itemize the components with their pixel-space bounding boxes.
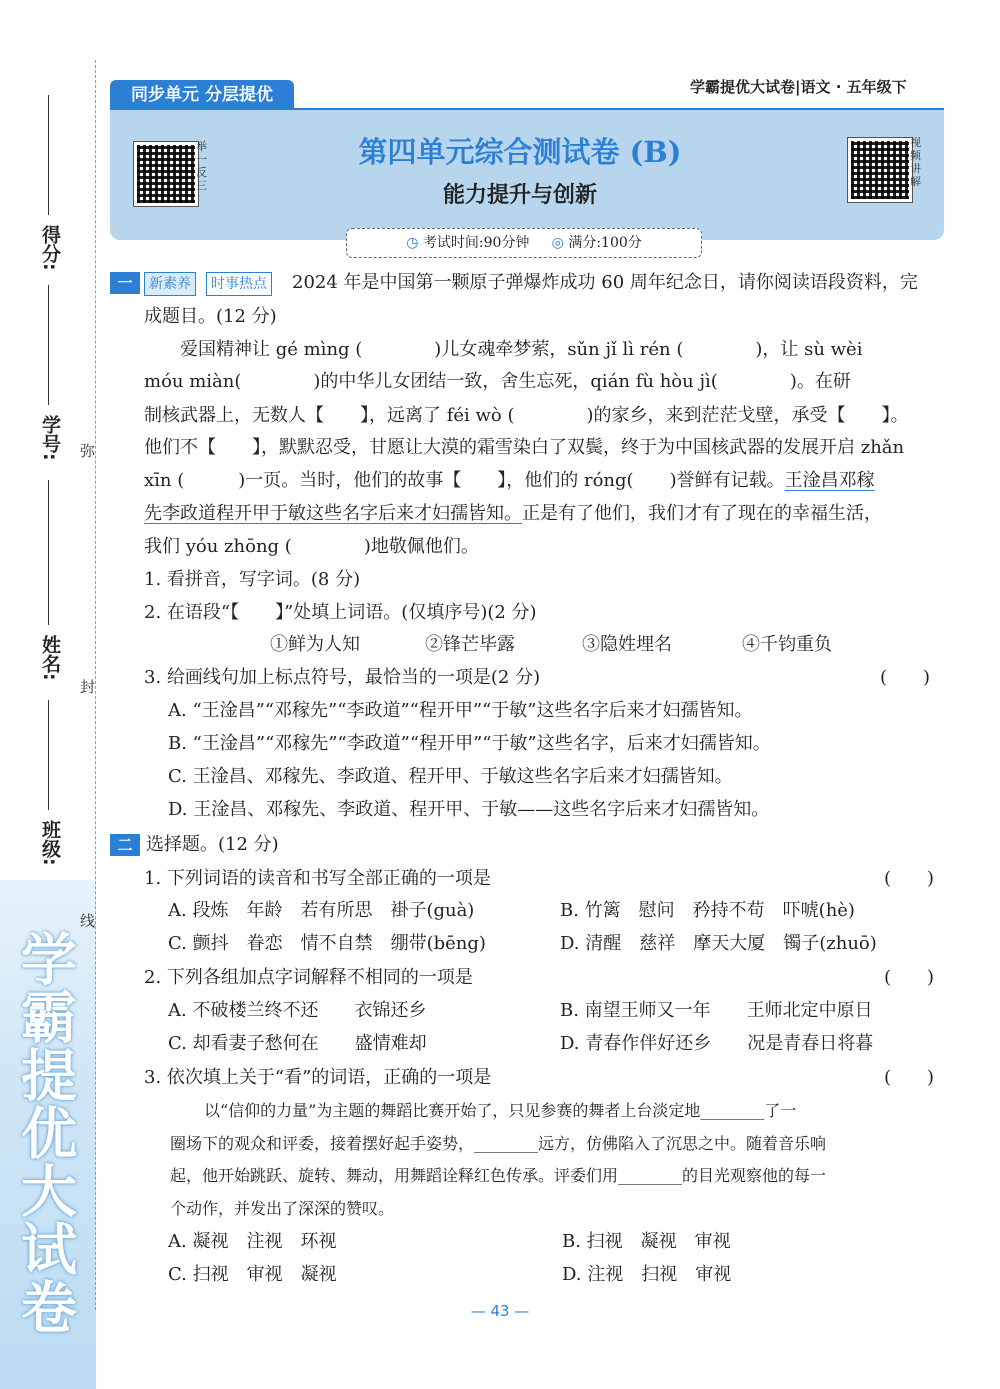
q1-3-option-a[interactable]: A. “王淦昌”“邓稼先”“李政道”“程开甲”“于敏”这些名字后来才妇孺皆知。 [168,700,753,721]
q1-3-option-d[interactable]: D. 王淦昌、邓稼先、李政道、程开甲、于敏——这些名字后来才妇孺皆知。 [168,799,770,820]
name-field-line[interactable] [48,480,49,625]
answer-paren-2-2[interactable]: ( ) [884,967,935,988]
check-icon: ◎ [551,235,564,251]
q2-3-passage-line-2: 圈场下的观众和评委，接着摆好起手姿势，________远方，仿佛陷入了沉思之中。随着音乐响 [170,1134,827,1153]
section-1-intro-cont: 成题目。(12 分) [144,306,277,327]
passage-line-3: 制核武器上，无数人【 】，远离了 féi wò ( )的家乡，来到茫茫戈壁，承受【 】。 [144,405,909,426]
score-field-label: 得分: [39,225,61,271]
badge-current-events: 时事热点 [206,272,272,296]
q2-1-option-a[interactable]: A. 段炼 年龄 若有所思 褂子(guà) [168,900,475,921]
section-1-number: 一 [110,272,140,294]
exam-time: 考试时间:90分钟 [422,235,530,251]
underlined-sentence-end: 先李政道程开甲于敏这些名字后来才妇孺皆知。 [144,503,522,524]
question-2-1: 1. 下列词语的读音和书写全部正确的一项是 [144,868,491,889]
question-1-3: 3. 给画线句加上标点符号，最恰当的一项是(2 分) [144,667,541,688]
question-1-1: 1. 看拼音，写字词。(8 分) [144,569,361,590]
seal-line [95,60,96,1310]
q1-2-option-4[interactable]: ④千钧重负 [742,634,832,655]
answer-paren-2-3[interactable]: ( ) [884,1067,935,1088]
q1-2-option-2[interactable]: ②锋芒毕露 [425,634,515,655]
answer-paren-2-1[interactable]: ( ) [884,868,935,889]
passage-line-5 [144,469,875,493]
question-2-3: 3. 依次填上关于“看”的词语，正确的一项是 [144,1067,492,1088]
q2-2-option-d[interactable]: D. 青春作伴好还乡 况是青春日将暮 [560,1033,874,1054]
section-2-number: 二 [110,834,140,856]
q1-2-option-3[interactable]: ③隐姓埋名 [582,634,672,655]
name-field-label: 姓名: [39,635,61,681]
passage-line-2: móu miàn( )的中华儿女团结一致，舍生忘死，qián fù hòu jì( )。在研 [144,371,851,392]
class-field-line[interactable] [48,700,49,810]
q2-3-option-d[interactable]: D. 注视 扫视 审视 [562,1264,732,1285]
answer-paren-1-3[interactable]: ( ) [880,667,931,688]
passage-line-6 [144,502,882,526]
passage-line-5-text: xīn ( )一页。当时，他们的故事【 】，他们的 róng( )誉鲜有记载。 [144,470,785,491]
underlined-sentence-start: 王淦昌邓稼 [784,470,875,491]
score-field-line[interactable] [48,95,49,215]
page-subtitle: 能力提升与创新 [442,183,597,208]
class-field-label: 班级: [39,820,61,866]
student-id-field-line[interactable] [48,285,49,405]
clock-icon: ◷ [406,235,419,251]
q2-2-option-b[interactable]: B. 南望王师又一年 王师北定中原日 [560,1000,873,1021]
question-1-2: 2. 在语段“【 】”处填上词语。(仅填序号)(2 分) [144,602,537,623]
q1-2-option-1[interactable]: ①鲜为人知 [270,634,360,655]
q2-2-option-c[interactable]: C. 却看妻子愁何在 盛情难却 [168,1033,427,1054]
passage-line-1: 爱国精神让 gé mìng ( )儿女魂牵梦萦，sǔn jǐ lì rén ( )，让 sù wèi [180,339,863,360]
book-title: 学霸提优大试卷|语文 · 五年级下 [690,78,907,96]
q2-3-passage-line-1: 以“信仰的力量”为主题的舞蹈比赛开始了，只见参赛的舞者上台淡定地________了一 [204,1101,797,1120]
q2-1-option-c[interactable]: C. 颤抖 眷恋 情不自禁 绷带(bēng) [168,933,486,954]
q2-1-option-d[interactable]: D. 清醒 慈祥 摩天大厦 镯子(zhuō) [560,933,877,954]
seal-char-feng: 封 [80,678,96,696]
passage-line-6-text: 正是有了他们，我们才有了现在的幸福生活， [522,503,882,524]
student-id-field-label: 学号: [39,415,61,461]
q2-1-option-b[interactable]: B. 竹篱 慰问 矜持不苟 吓唬(hè) [560,900,855,921]
unit-tag: 同步单元 分层提优 [110,80,294,110]
qr-right-label: 视频讲解 [910,136,921,188]
section-2-title: 选择题。(12 分) [146,834,279,855]
badge-new-literacy: 新素养 [144,272,196,296]
page-title: 第四单元综合测试卷 (B) [358,135,682,169]
page-number: — 43 — [470,1302,530,1320]
question-2-2: 2. 下列各组加点字词解释不相同的一项是 [144,967,473,988]
qr-code-left-icon[interactable] [134,142,198,206]
q2-3-passage-line-3: 起，他开始跳跃、旋转、舞动，用舞蹈诠释红色传承。评委们用________的目光观察他的每一 [170,1166,827,1185]
qr-code-right-icon[interactable] [848,138,912,202]
section-1-intro: 2024 年是中国第一颗原子弹爆炸成功 60 周年纪念日，请你阅读语段资料，完 [292,272,918,293]
q1-3-option-b[interactable]: B. “王淦昌”“邓稼先”“李政道”“程开甲”“于敏”这些名字，后来才妇孺皆知。 [168,733,771,754]
seal-char-mi: 弥 [80,442,96,460]
q1-3-option-c[interactable]: C. 王淦昌、邓稼先、李政道、程开甲、于敏这些名字后来才妇孺皆知。 [168,766,733,787]
exam-info [346,228,702,258]
q2-3-option-c[interactable]: C. 扫视 审视 凝视 [168,1264,337,1285]
full-score: 满分:100分 [568,235,642,251]
q2-3-option-b[interactable]: B. 扫视 凝视 审视 [562,1231,731,1252]
brand-vertical-text: 学霸提优大试卷 [12,930,77,1336]
q2-2-option-a[interactable]: A. 不破楼兰终不还 衣锦还乡 [168,1000,427,1021]
passage-line-7: 我们 yóu zhōng ( )地敬佩他们。 [144,536,479,557]
q2-3-passage-line-4: 个动作，并发出了深深的赞叹。 [170,1199,395,1218]
seal-char-xian: 线 [80,912,96,930]
qr-left-label: 举一反三 [196,140,207,192]
passage-line-4: 他们不【 】，默默忍受，甘愿让大漠的霜雪染白了双鬓，终于为中国核武器的发展开启 zhǎn [144,437,905,458]
q2-3-option-a[interactable]: A. 凝视 注视 环视 [168,1231,337,1252]
